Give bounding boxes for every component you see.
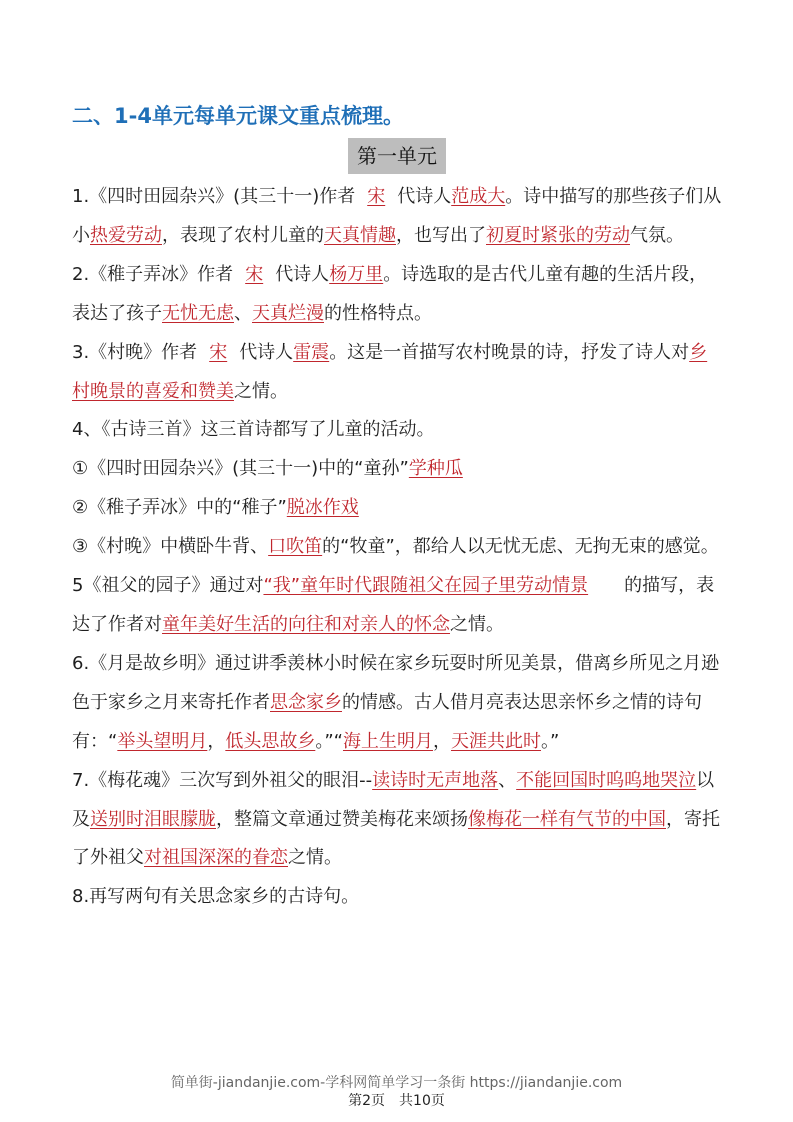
q7-text: ，整篇文章通过赞美梅花来颂扬 (216, 808, 468, 830)
q3-answer: 乡村晚景的喜爱和赞美 (72, 341, 708, 402)
q5-text: 的描写，表达了作者对 (72, 575, 715, 635)
q1-answer: 初夏时紧张的劳动 (486, 224, 630, 246)
q6-text: 6.《月是故乡明》通过讲季羡林小时候在家乡玩耍时所见美景，借离乡所见之月逊色于家乡之月来寄托作者 (72, 652, 720, 713)
q1-text: 1.《四时田园杂兴》(其三十一)作者 (72, 186, 356, 207)
question-5 (72, 567, 724, 645)
q1-text: 。诗中描写的那些孩子们从小 (72, 186, 722, 246)
q7-answer: 对祖国深深的眷恋 (144, 847, 288, 869)
question-4-item-3 (72, 528, 724, 567)
q3-text: 代诗人 (239, 341, 294, 363)
q4-text: ③《村晚》中横卧牛背、 (72, 536, 269, 558)
q7-answer: 像梅花一样有气节的中国 (468, 808, 666, 830)
q7-answer: 不能回国时呜呜地哭泣 (516, 769, 697, 791)
q2-answer-dynasty: 宋 (245, 263, 264, 285)
question-4-intro: 4、《古诗三首》这三首诗都写了儿童的活动。 (72, 419, 435, 441)
page-number: 第2页 共10页 (348, 1093, 445, 1109)
q2-answer: 天真烂漫 (252, 302, 324, 324)
q4-text: 的“牧童”，都给人以无忧无虑、无拘无束的感觉。 (322, 536, 719, 558)
section-heading: 二、1-4单元每单元课文重点梳理。 (72, 104, 404, 128)
unit-title: 第一单元 (348, 138, 446, 174)
q1-text: 代诗人 (397, 186, 452, 207)
q5-text: 之情。 (450, 613, 504, 635)
q1-answer: 天真情趣 (324, 224, 396, 246)
q2-answer-poet: 杨万里 (329, 263, 384, 285)
q4-text: ②《稚子弄冰》中的“稚子” (72, 497, 287, 519)
question-3 (72, 334, 724, 412)
question-4-item-2 (72, 489, 724, 528)
q6-answer: 举头望明月 (117, 730, 208, 752)
q6-text: ， (207, 730, 226, 752)
q1-text: ，表现了农村儿童的 (162, 224, 324, 246)
q3-text: 3.《村晚》作者 (72, 341, 198, 363)
question-8: 8.再写两句有关思念家乡的古诗句。 (72, 886, 360, 908)
question-4-item-1 (72, 450, 724, 489)
q2-text: 。诗选取的是古代儿童有趣的生活片段，表达了孩子 (72, 263, 708, 324)
q7-text: 之情。 (288, 847, 342, 869)
q5-answer: 童年美好生活的向往和对亲人的怀念 (162, 613, 450, 635)
q6-answer: 低头思故乡 (225, 730, 316, 752)
q3-text: 。这是一首描写农村晚景的诗，抒发了诗人对 (329, 341, 690, 363)
q1-text: ，也写出了 (396, 224, 486, 246)
q1-answer: 热爱劳动 (90, 224, 162, 246)
q3-answer-dynasty: 宋 (209, 341, 228, 363)
q6-text: ， (432, 730, 451, 752)
q5-answer: “我”童年时代跟随祖父在园子里劳动情景 (263, 575, 589, 597)
q4-answer: 口吹笛 (268, 536, 323, 558)
q2-text: 代诗人 (275, 263, 330, 285)
q7-answer: 读诗时无声地落 (372, 769, 499, 791)
q4-text: ①《四时田园杂兴》(其三十一)中的“童孙” (72, 458, 409, 480)
footer-site: 简单街-jiandanjie.com-学科网简单学习一条街 https://jiandanjie.com (170, 1075, 623, 1091)
q6-text: 。” (540, 730, 560, 752)
q2-text: 、 (234, 302, 252, 324)
q2-answer: 无忧无虑 (162, 302, 234, 324)
q1-answer-poet: 范成大 (451, 186, 506, 207)
q7-text: 、 (498, 769, 517, 791)
q6-answer: 天涯共此时 (450, 730, 541, 752)
q3-answer-poet: 雷震 (293, 341, 330, 363)
question-1 (72, 178, 724, 256)
q7-text: 以及 (72, 769, 715, 830)
q1-answer-dynasty: 宋 (367, 186, 386, 207)
q3-text: 之情。 (234, 380, 288, 402)
q6-answer: 思念家乡 (270, 691, 342, 713)
q6-text: 。”“ (315, 730, 343, 752)
q2-text: 的性格特点。 (324, 302, 432, 324)
q7-text: ，寄托了外祖父 (72, 808, 720, 869)
document-body (72, 178, 724, 917)
question-6 (72, 645, 724, 762)
q7-text: 7.《梅花魂》三次写到外祖父的眼泪-- (72, 769, 373, 791)
q7-answer: 送别时泪眼朦胧 (90, 808, 216, 830)
q6-text: 的情感。古人借月亮表达思亲怀乡之情的诗句有：“ (72, 691, 702, 752)
question-7 (72, 762, 724, 879)
q2-text: 2.《稚子弄冰》作者 (72, 263, 234, 285)
question-2 (72, 256, 724, 334)
q1-text: 气氛。 (630, 224, 684, 246)
q6-answer: 海上生明月 (342, 730, 433, 752)
q4-answer: 学种瓜 (408, 458, 463, 480)
q5-text: 5《祖父的园子》通过对 (72, 575, 264, 597)
q4-answer: 脱冰作戏 (286, 497, 359, 519)
